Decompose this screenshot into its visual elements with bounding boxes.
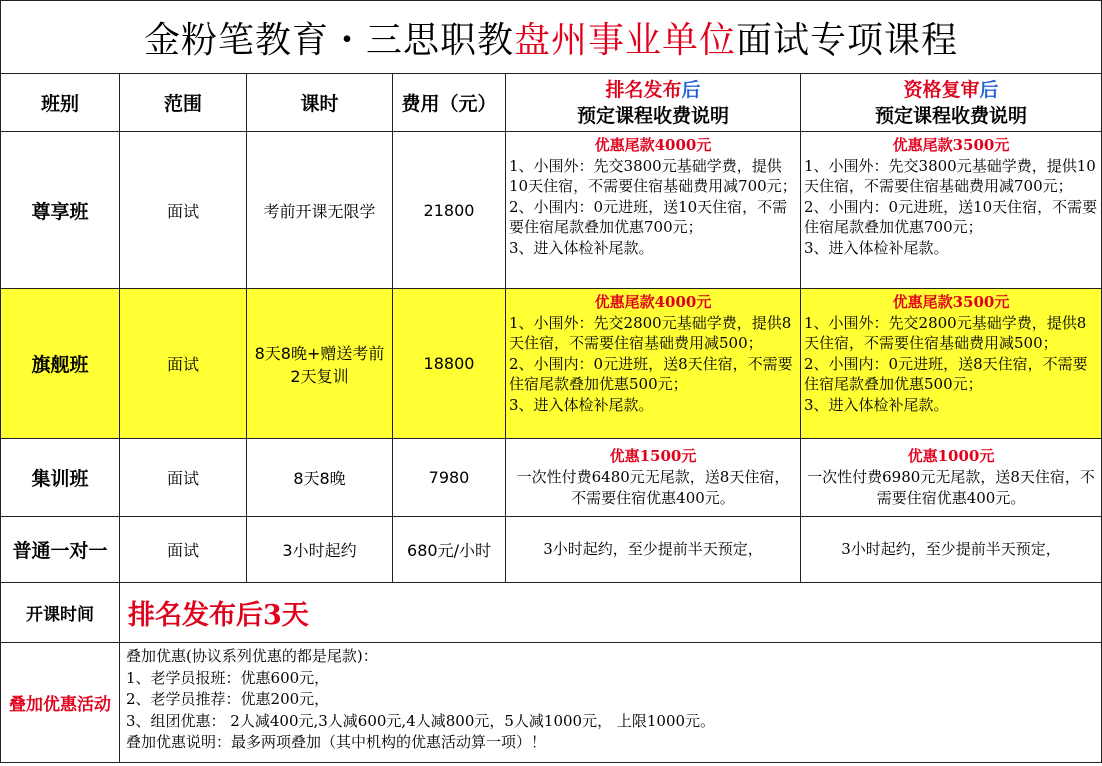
title-highlight: 盘州事业单位 bbox=[514, 19, 737, 61]
stacking-line: 叠加优惠说明：最多两项叠加（其中机构的优惠活动算一项）！ bbox=[126, 733, 547, 751]
header-after-ranking-sub: 预定课程收费说明 bbox=[576, 104, 729, 127]
row-after-review-desc bbox=[801, 439, 1102, 517]
discount-text: 一次性付费6480元无尾款，送8天住宿，不需要住宿优惠400元。 bbox=[516, 468, 790, 507]
table-row bbox=[1, 132, 1102, 289]
stacking-label: 叠加优惠活动 bbox=[1, 643, 120, 763]
row-hours: 3小时起约 bbox=[247, 517, 393, 583]
header-after-review-red: 资格复审 bbox=[903, 78, 980, 101]
row-hours: 考前开课无限学 bbox=[247, 132, 393, 289]
discount-title: 优惠尾款3500元 bbox=[892, 293, 1010, 311]
discount-text: 1、小围外：先交2800元基础学费，提供8天住宿，不需要住宿基础费用减500； 2、小围内：0元进班，送8天住宿，不需要住宿尾款叠加优惠500元； 3、进入体检补尾款。 bbox=[509, 313, 793, 414]
table-row bbox=[1, 517, 1102, 583]
header-after-review bbox=[801, 74, 1102, 132]
row-after-review-desc: 3小时起约，至少提前半天预定， bbox=[801, 517, 1102, 583]
header-hours: 课时 bbox=[247, 74, 393, 132]
header-after-review-sub: 预定课程收费说明 bbox=[875, 104, 1028, 127]
row-after-review-desc bbox=[801, 289, 1102, 439]
stacking-line: 叠加优惠(协议系列优惠的都是尾款)： bbox=[126, 647, 378, 665]
discount-text: 1、小围外：先交2800元基础学费，提供8天住宿，不需要住宿基础费用减500； 2、小围内：0元进班，送8天住宿，不需要住宿尾款叠加优惠500元； 3、进入体检补尾款。 bbox=[804, 313, 1088, 414]
discount-title: 优惠尾款3500元 bbox=[892, 136, 1010, 154]
opening-label: 开课时间 bbox=[1, 583, 120, 643]
row-after-ranking-desc bbox=[506, 289, 801, 439]
discount-text: 1、小围外：先交3800元基础学费，提供10天住宿，不需要住宿基础费用减700元； 2、小围内：0元进班，送10天住宿，不需要住宿尾款叠加优惠700元； 3、进入体检补尾款。 bbox=[509, 156, 797, 257]
discount-title: 优惠尾款4000元 bbox=[594, 293, 712, 311]
row-after-ranking-desc: 3小时起约，至少提前半天预定， bbox=[506, 517, 801, 583]
row-fee: 7980 bbox=[393, 439, 506, 517]
row-fee: 21800 bbox=[393, 132, 506, 289]
header-after-ranking-blue: 后 bbox=[681, 78, 701, 101]
header-fee: 费用（元） bbox=[393, 74, 506, 132]
row-scope: 面试 bbox=[120, 132, 247, 289]
row-after-ranking-desc bbox=[506, 132, 801, 289]
row-fee: 680元/小时 bbox=[393, 517, 506, 583]
header-after-ranking bbox=[506, 74, 801, 132]
discount-text: 1、小围外：先交3800元基础学费，提供10天住宿，不需要住宿基础费用减700元； 2、小围内：0元进班，送10天住宿，不需要住宿尾款叠加优惠700元； 3、进入体检补尾款。 bbox=[804, 156, 1098, 257]
row-scope: 面试 bbox=[120, 439, 247, 517]
discount-title: 优惠1000元 bbox=[907, 447, 995, 465]
table-row bbox=[1, 289, 1102, 439]
row-scope: 面试 bbox=[120, 517, 247, 583]
page-title bbox=[1, 1, 1102, 74]
discount-title: 优惠1500元 bbox=[609, 447, 697, 465]
row-hours: 8天8晚+赠送考前2天复训 bbox=[247, 289, 393, 439]
header-after-ranking-red: 排名发布 bbox=[605, 78, 682, 101]
header-after-review-blue: 后 bbox=[979, 78, 999, 101]
opening-value: 排名发布后3天 bbox=[120, 583, 1102, 643]
row-class-name: 尊享班 bbox=[1, 132, 120, 289]
row-fee: 18800 bbox=[393, 289, 506, 439]
row-after-review-desc bbox=[801, 132, 1102, 289]
table-row bbox=[1, 439, 1102, 517]
row-class-name: 集训班 bbox=[1, 439, 120, 517]
stacking-line: 3、组团优惠： 2人减400元,3人减600元,4人减800元，5人减1000元， 上限1000元。 bbox=[126, 711, 716, 730]
opening-row bbox=[1, 583, 1102, 643]
discount-title: 优惠尾款4000元 bbox=[594, 136, 712, 154]
title-suffix: 面试专项课程 bbox=[736, 19, 959, 61]
row-class-name: 普通一对一 bbox=[1, 517, 120, 583]
header-scope: 范围 bbox=[120, 74, 247, 132]
row-class-name: 旗舰班 bbox=[1, 289, 120, 439]
stacking-line: 1、老学员报班：优惠600元， bbox=[126, 668, 330, 687]
header-class: 班别 bbox=[1, 74, 120, 132]
row-hours: 8天8晚 bbox=[247, 439, 393, 517]
discount-text: 一次性付费6980元无尾款，送8天住宿，不需要住宿优惠400元。 bbox=[807, 468, 1095, 507]
row-scope: 面试 bbox=[120, 289, 247, 439]
title-prefix: 金粉笔教育・三思职教 bbox=[143, 19, 514, 61]
stacking-row bbox=[1, 643, 1102, 763]
stacking-line: 2、老学员推荐：优惠200元， bbox=[126, 690, 330, 708]
row-after-ranking-desc bbox=[506, 439, 801, 517]
stacking-details bbox=[120, 643, 1102, 763]
